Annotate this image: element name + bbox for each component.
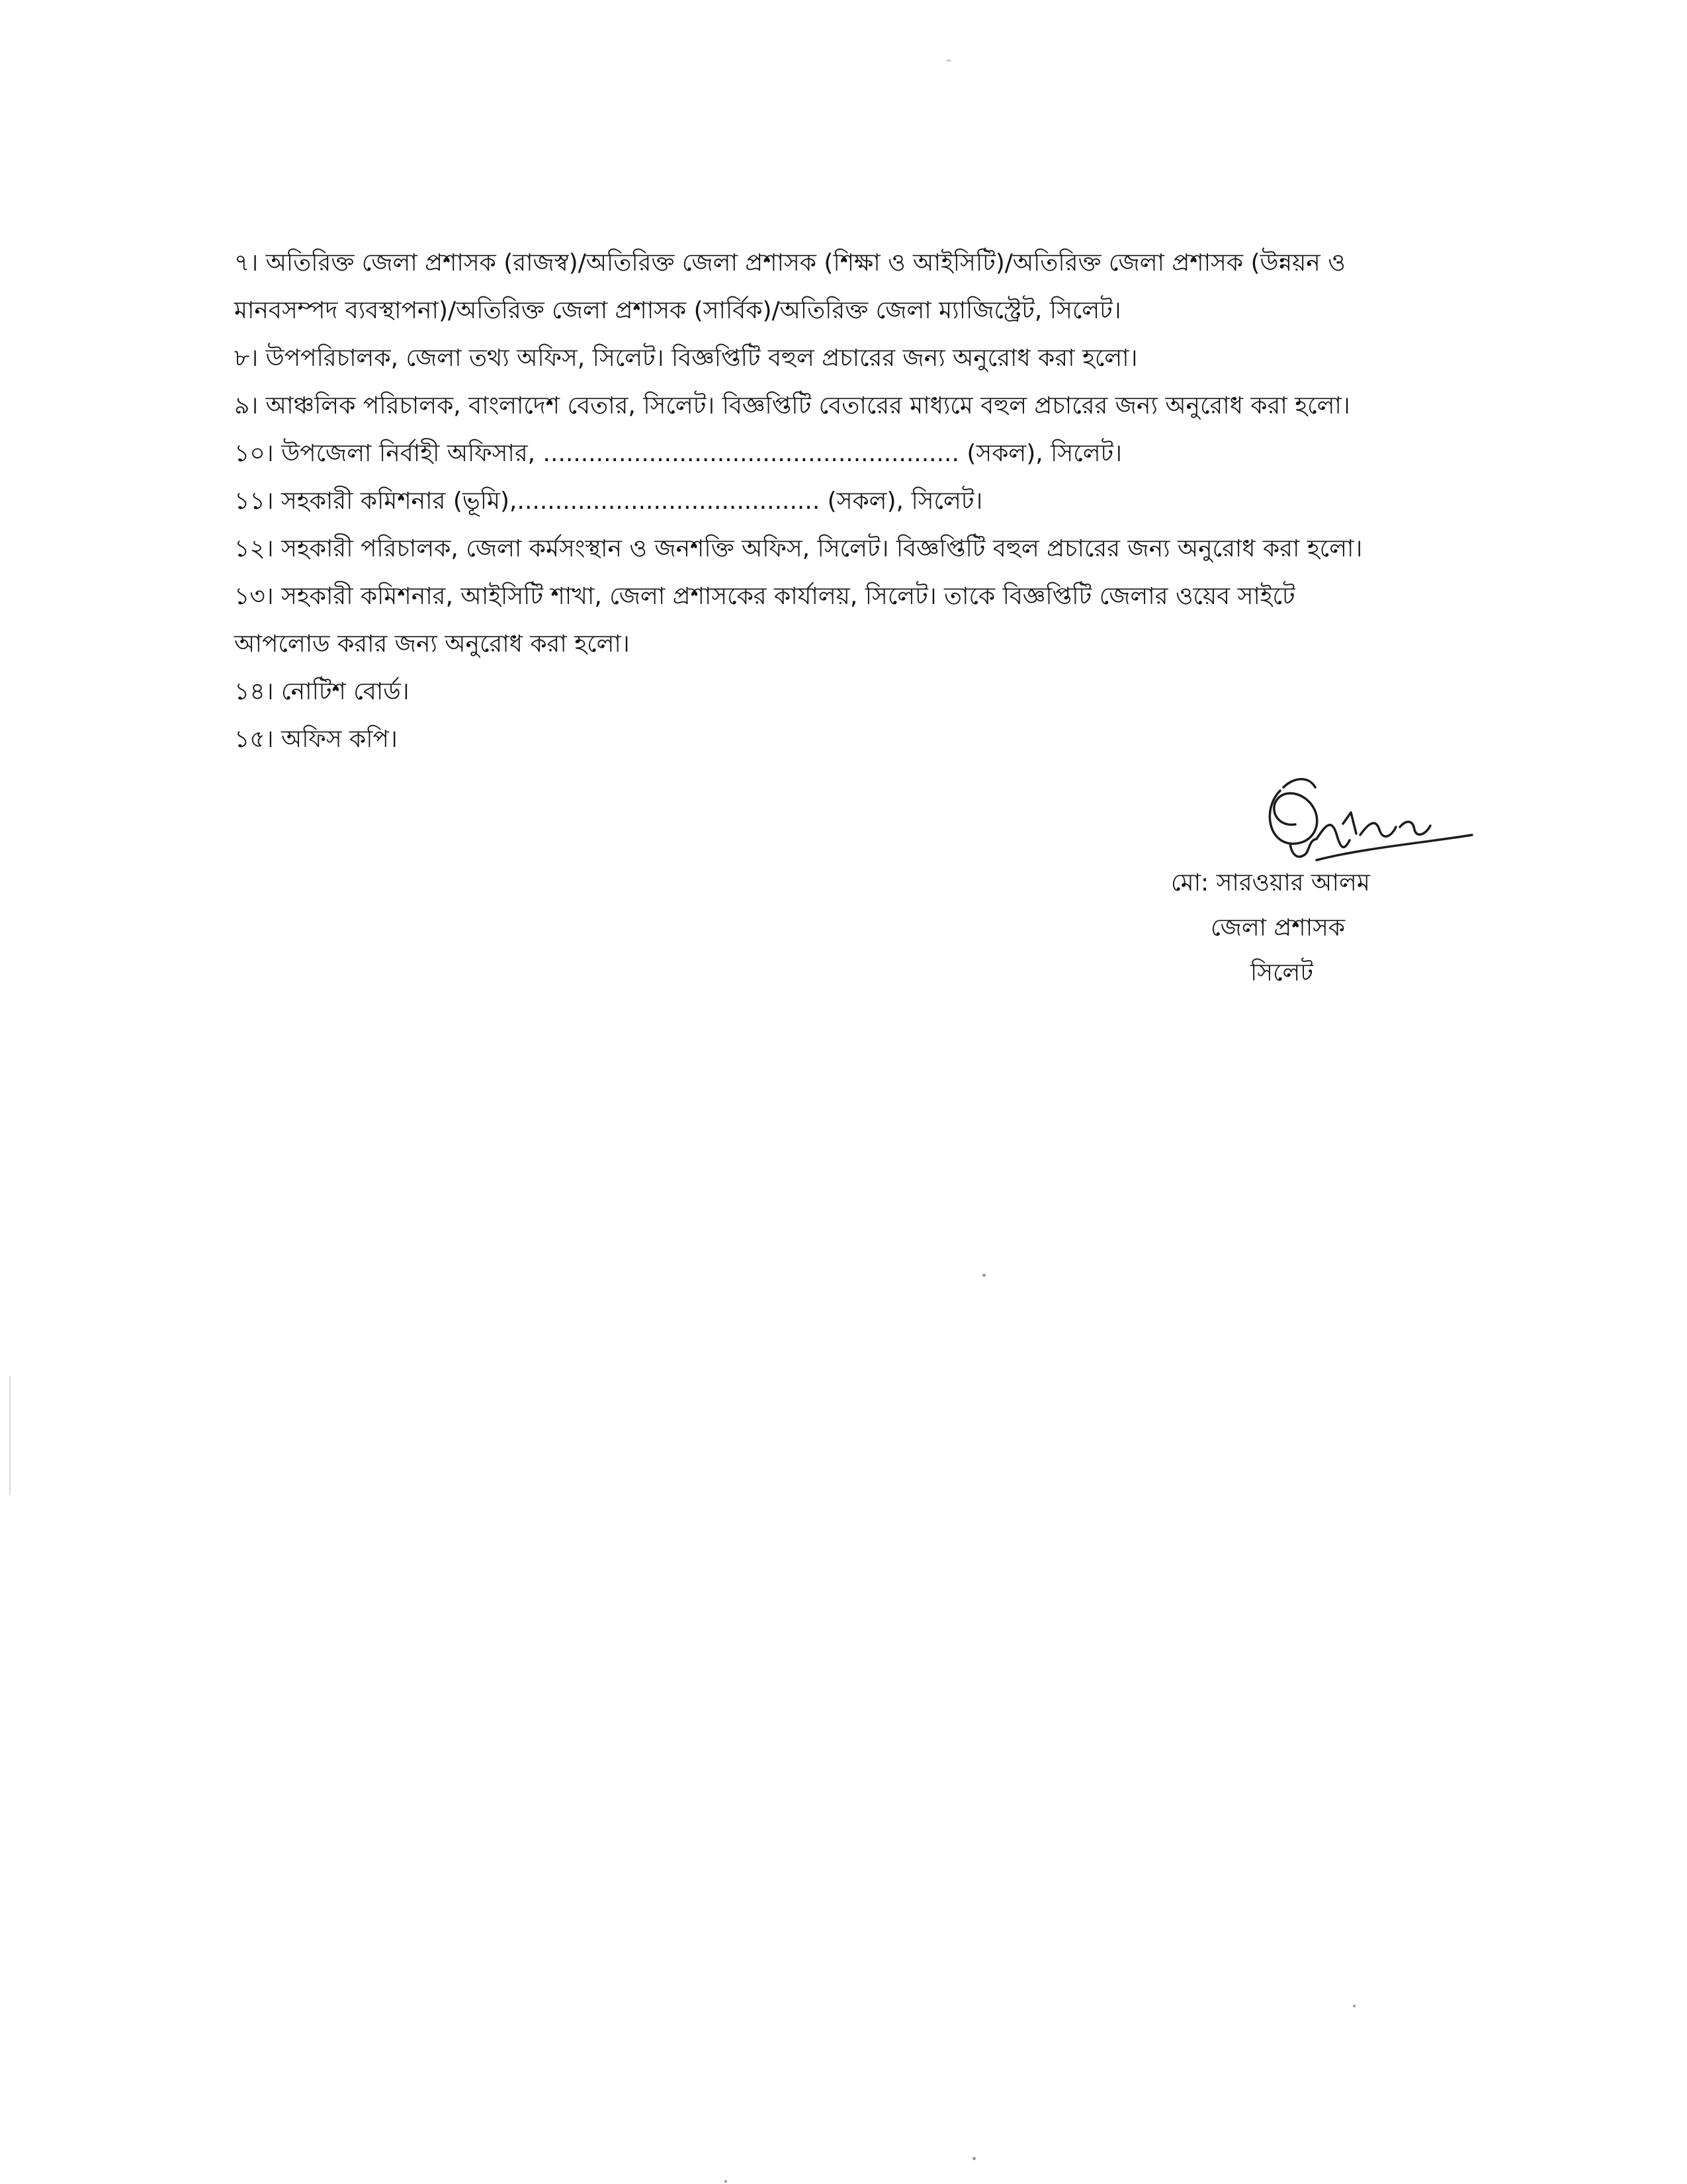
list-item: ১৪। নোটিশ বোর্ড। xyxy=(234,678,410,705)
scan-edge-mark xyxy=(9,1376,11,1495)
list-item-continuation: আপলোড করার জন্য অনুরোধ করা হলো। xyxy=(234,631,630,658)
scan-speck xyxy=(1353,2005,1356,2007)
list-item: ১৩। সহকারী কমিশনার, আইসিটি শাখা, জেলা প্রশাসকের কার্যালয়, সিলেট। তাকে বিজ্ঞপ্তিটি জেলার ওয়েব সাইটে xyxy=(234,583,1295,610)
list-item: ৯। আঞ্চলিক পরিচালক, বাংলাদেশ বেতার, সিলেট। বিজ্ঞপ্তিটি বেতারের মাধ্যমে বহুল প্রচারের জন্য অনুরোধ করা হলো। xyxy=(234,392,1350,419)
distribution-list xyxy=(234,240,1491,764)
list-item-continuation: মানবসম্পদ ব্যবস্থাপনা)/অতিরিক্ত জেলা প্রশাসক (সার্বিক)/অতিরিক্ত জেলা ম্যাজিস্ট্রেট, সিলেট। xyxy=(234,297,1121,324)
list-item: ১০। উপজেলা নির্বাহী অফিসার, ....................................................... (সকল), সিলেট। xyxy=(234,440,1123,467)
scan-speck xyxy=(724,2180,727,2183)
list-item: ৭। অতিরিক্ত জেলা প্রশাসক (রাজস্ব)/অতিরিক্ত জেলা প্রশাসক (শিক্ষা ও আইসিটি)/অতিরিক্ত জেলা প্রশাসক (উন্নয়ন ও xyxy=(234,249,1346,277)
list-item: ১১। সহকারী কমিশনার (ভূমি),........................................ (সকল), সিলেট। xyxy=(234,488,983,515)
scan-speck xyxy=(982,1274,986,1277)
list-item: ১২। সহকারী পরিচালক, জেলা কর্মসংস্থান ও জনশক্তি অফিস, সিলেট। বিজ্ঞপ্তিটি বহুল প্রচারের জন্য অনুরোধ করা হলো। xyxy=(234,535,1363,562)
list-item: ৮। উপপরিচালক, জেলা তথ্য অফিস, সিলেট। বিজ্ঞপ্তিটি বহুল প্রচারের জন্য অনুরোধ করা হলো। xyxy=(234,345,1138,372)
list-item: ১৫। অফিস কপি। xyxy=(234,726,398,753)
signatory-location: সিলেট xyxy=(1250,959,1313,986)
signatory-name: মো: সারওয়ার আলম xyxy=(1171,869,1370,896)
scan-speck xyxy=(946,60,951,62)
signatory-designation: জেলা প্রশাসক xyxy=(1211,914,1346,941)
signature-block xyxy=(1125,761,1495,1012)
scan-speck xyxy=(973,2157,976,2160)
